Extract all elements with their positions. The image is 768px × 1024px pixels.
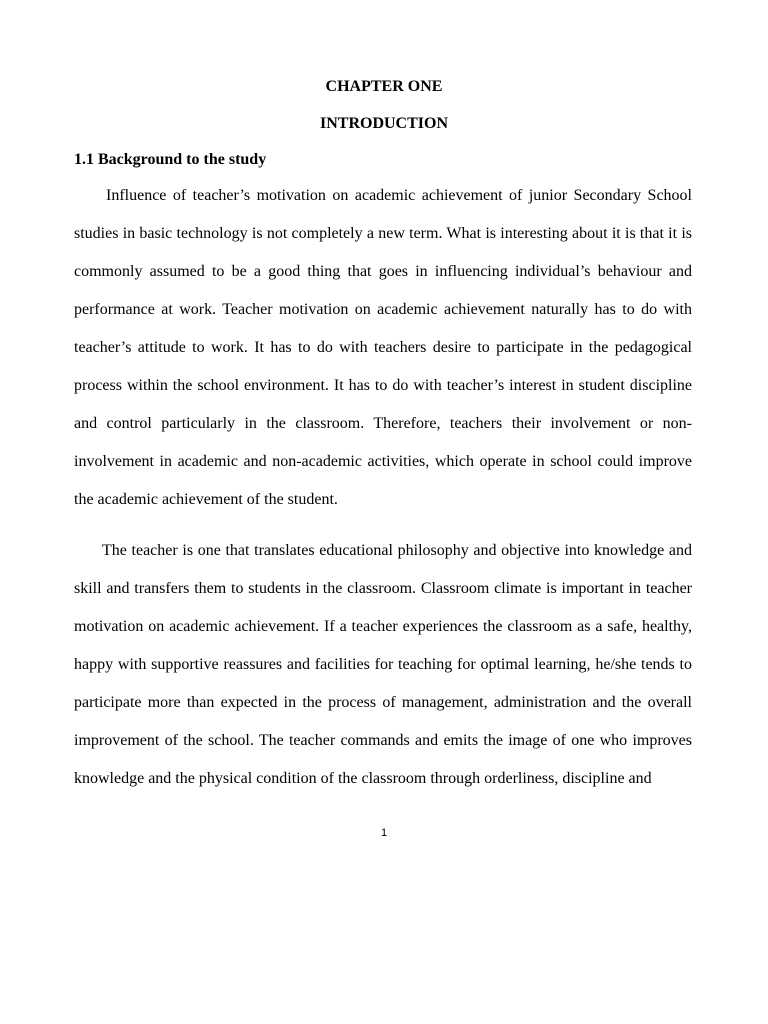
- section-heading: 1.1 Background to the study: [74, 151, 267, 168]
- chapter-title: INTRODUCTION: [319, 115, 448, 132]
- body-paragraph-1: Influence of teacher’s motivation on academic achievement of junior Secondary School studies in basic technology is not completely a new term. What is interesting about it is that it is commonly assumed to be a good thing that goes in influencing individual’s behaviour and performance at work. Teacher motivation on academic achievement naturally has to do with teacher’s attitude to work. It has to do with teachers desire to participate in the pedagogical process within the school environment. It has to do with teacher’s interest in student discipline and control particularly in the classroom. Therefore, teachers their involvement or non-involvement in academic and non-academic activities, which operate in school could improve the academic achievement of the student.: [74, 187, 692, 508]
- page-number: 1: [380, 827, 388, 839]
- chapter-label: CHAPTER ONE: [325, 78, 443, 95]
- body-paragraph-2: The teacher is one that translates educational philosophy and objective into knowledge and skill and transfers them to students in the classroom. Classroom climate is important in teacher motivation on academic achievement. If a teacher experiences the classroom as a safe, healthy, happy with supportive reassures and facilities for teaching for optimal learning, he/she tends to participate more than expected in the process of management, administration and the overall improvement of the school. The teacher commands and emits the image of one who improves knowledge and the physical condition of the classroom through orderliness, discipline and: [74, 542, 692, 787]
